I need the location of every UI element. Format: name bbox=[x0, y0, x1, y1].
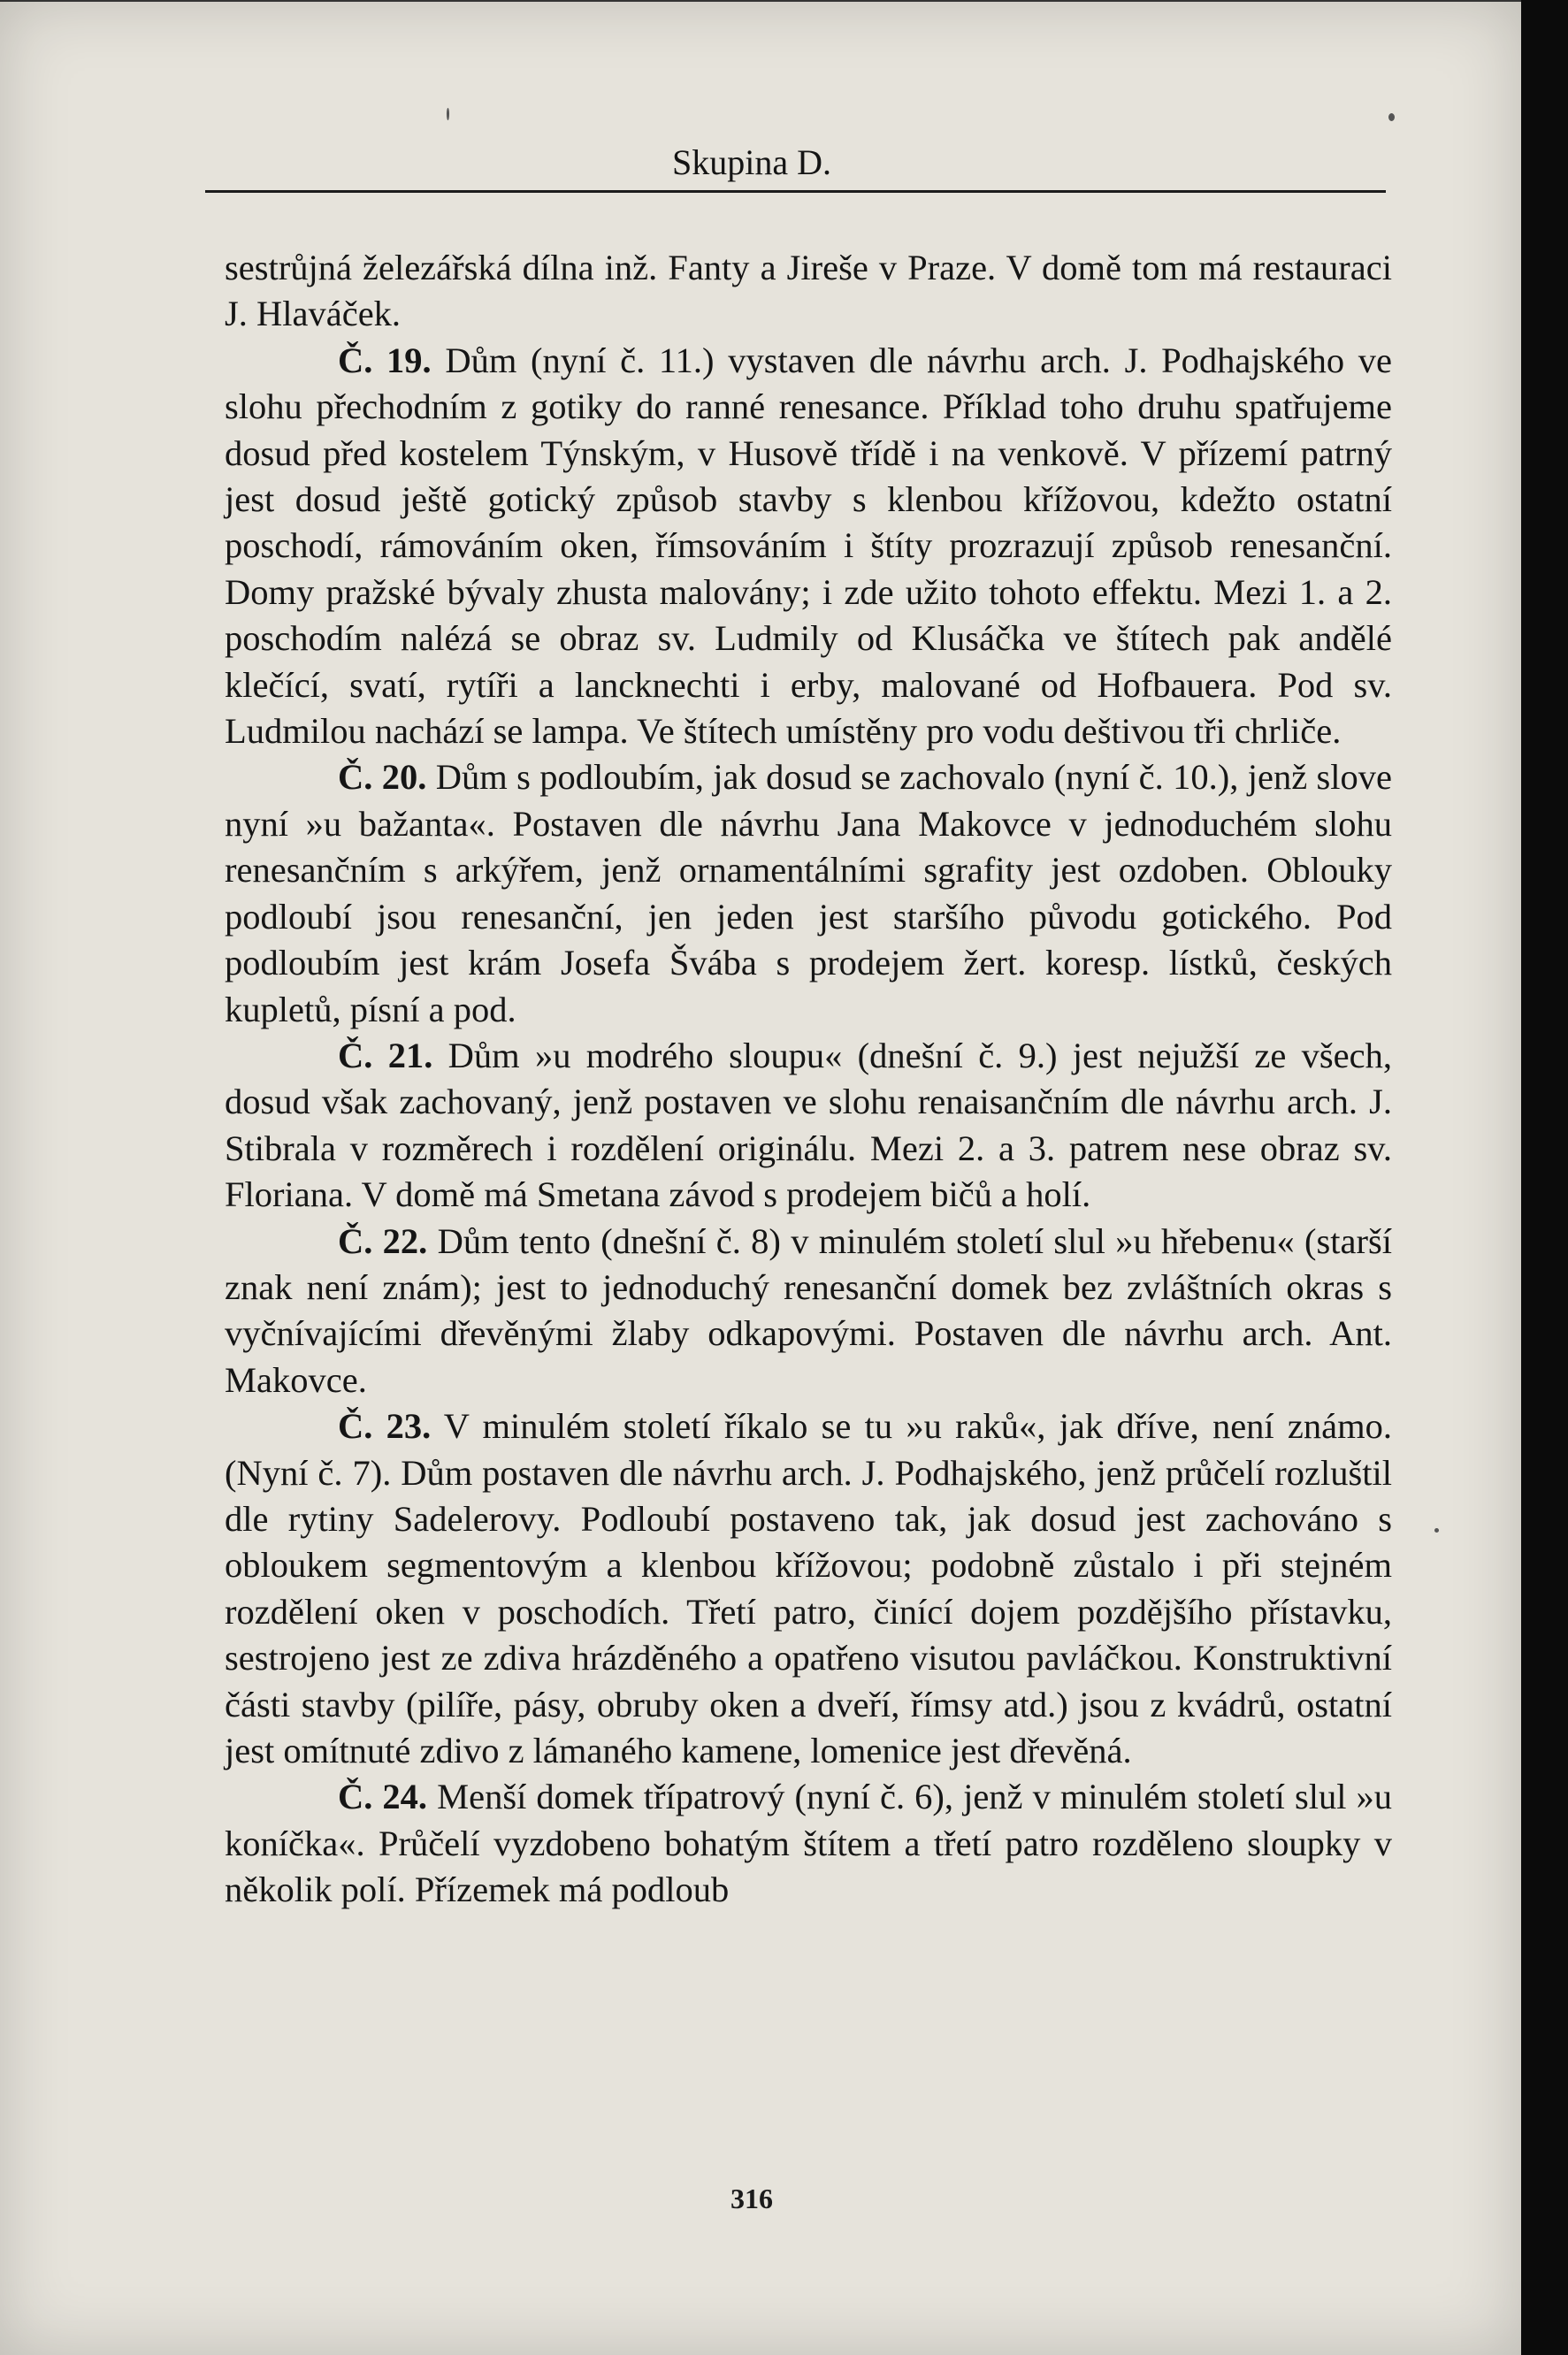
entry-19 bbox=[225, 338, 1392, 755]
entry-number: Č. 21. bbox=[338, 1035, 433, 1075]
entry-number: Č. 22. bbox=[338, 1220, 428, 1261]
entry-number: Č. 19. bbox=[338, 340, 432, 380]
body-text bbox=[225, 245, 1392, 1914]
header-rule bbox=[205, 190, 1386, 193]
print-speck bbox=[1388, 113, 1395, 121]
entry-text: Menší domek třípatrový (nyní č. 6), jenž v minulém století slul »u koníčka«. Průčelí vyzdobeno bohatým štítem a třetí patro rozděleno sloupky v několik polí. Přízemek má podloub bbox=[225, 1777, 1393, 1910]
running-header: Skupina D. bbox=[672, 142, 831, 182]
entry-text: Dům (nyní č. 11.) vystaven dle návrhu arch. J. Podhajského ve slohu přechodním z gotiky do ranné renesance. Příklad toho druhu spatřujeme dosud před kostelem Týnským, v Husově třídě i na venkově. V přízemí patrný jest dosud ještě gotický způsob stavby s klenbou křížovou, kdežto ostatní poschodí, rámováním oken, římsováním i štíty prozrazují způsob renesanční. Domy pražské bývaly zhusta malovány; i zde užito tohoto effektu. Mezi 1. a 2. poschodím nalézá se obraz sv. Ludmily od Klusáčka ve štítech pak andělé klečící, svatí, rytíři a lancknechti i erby, malované od Hofbauera. Pod sv. Ludmilou nachází se lampa. Ve štítech umístěny pro vodu deštivou tři chrliče. bbox=[225, 340, 1393, 752]
entry-21 bbox=[225, 1033, 1392, 1219]
entry-23 bbox=[225, 1403, 1392, 1774]
entry-number: Č. 20. bbox=[338, 757, 427, 798]
entry-text: Dům tento (dnešní č. 8) v minulém století slul »u hřebenu« (starší znak není znám); jest to jednoduchý renesanční domek bez zvláštních okras s vyčnívajícími dřevěnými žlaby odkapovými. Postaven dle návrhu arch. Ant. Makovce. bbox=[225, 1220, 1392, 1400]
entry-20 bbox=[225, 754, 1392, 1032]
entry-text: Dům s podloubím, jak dosud se zachovalo (nyní č. 10.), jenž slove nyní »u bažanta«. Postaven dle návrhu Jana Makovce v jednoduchém slohu renesančním s arkýřem, jenž ornamentálními sgrafity jest ozdoben. Oblouky podloubí jsou renesanční, jen jeden jest staršího původu gotického. Pod podloubím jest krám Josefa Švába s prodejem žert. koresp. lístků, českých kupletů, písní a pod. bbox=[225, 757, 1393, 1029]
entry-number: Č. 23. bbox=[338, 1406, 432, 1447]
entry-text: V minulém století říkalo se tu »u raků«, jak dříve, není známo. (Nyní č. 7). Dům postaven dle návrhu arch. J. Podhajského, jenž průčelí rozluštil dle rytiny Sadelerovy. Podloubí postaveno tak, jak dosud jest zachováno s obloukem segmentovým a klenbou křížovou; podobně zůstalo i při stejném rozdělení oken v poschodích. Třetí patro, činící dojem pozdějšího přístavku, sestrojeno jest ze zdiva hrázděného a opatřeno visutou pavláčkou. Konstruktivní části stavby (pilíře, pásy, obruby oken a dveří, římsy atd.) jsou z kvádrů, ostatní jest omítnuté zdivo z lámaného kamene, lomenice jest dřevěná. bbox=[225, 1406, 1392, 1770]
entry-text: Dům »u modrého sloupu« (dnešní č. 9.) jest nejužší ze všech, dosud však zachovaný, jenž postaven ve slohu renaisančním dle návrhu arch. J. Stibrala v rozměrech i rozdělení originálu. Mezi 2. a 3. patrem nese obraz sv. Floriana. V domě má Smetana závod s prodejem bičů a holí. bbox=[225, 1035, 1393, 1215]
intro-paragraph: sestrůjná železářská dílna inž. Fanty a Jireše v Praze. V domě tom má restauraci J. Hlaváček. bbox=[225, 248, 1392, 334]
entry-22 bbox=[225, 1219, 1392, 1404]
entry-24 bbox=[225, 1774, 1392, 1913]
entry-number: Č. 24. bbox=[338, 1777, 428, 1817]
print-speck bbox=[447, 108, 449, 120]
print-speck bbox=[1434, 1528, 1439, 1533]
page-number: 316 bbox=[730, 2183, 773, 2214]
